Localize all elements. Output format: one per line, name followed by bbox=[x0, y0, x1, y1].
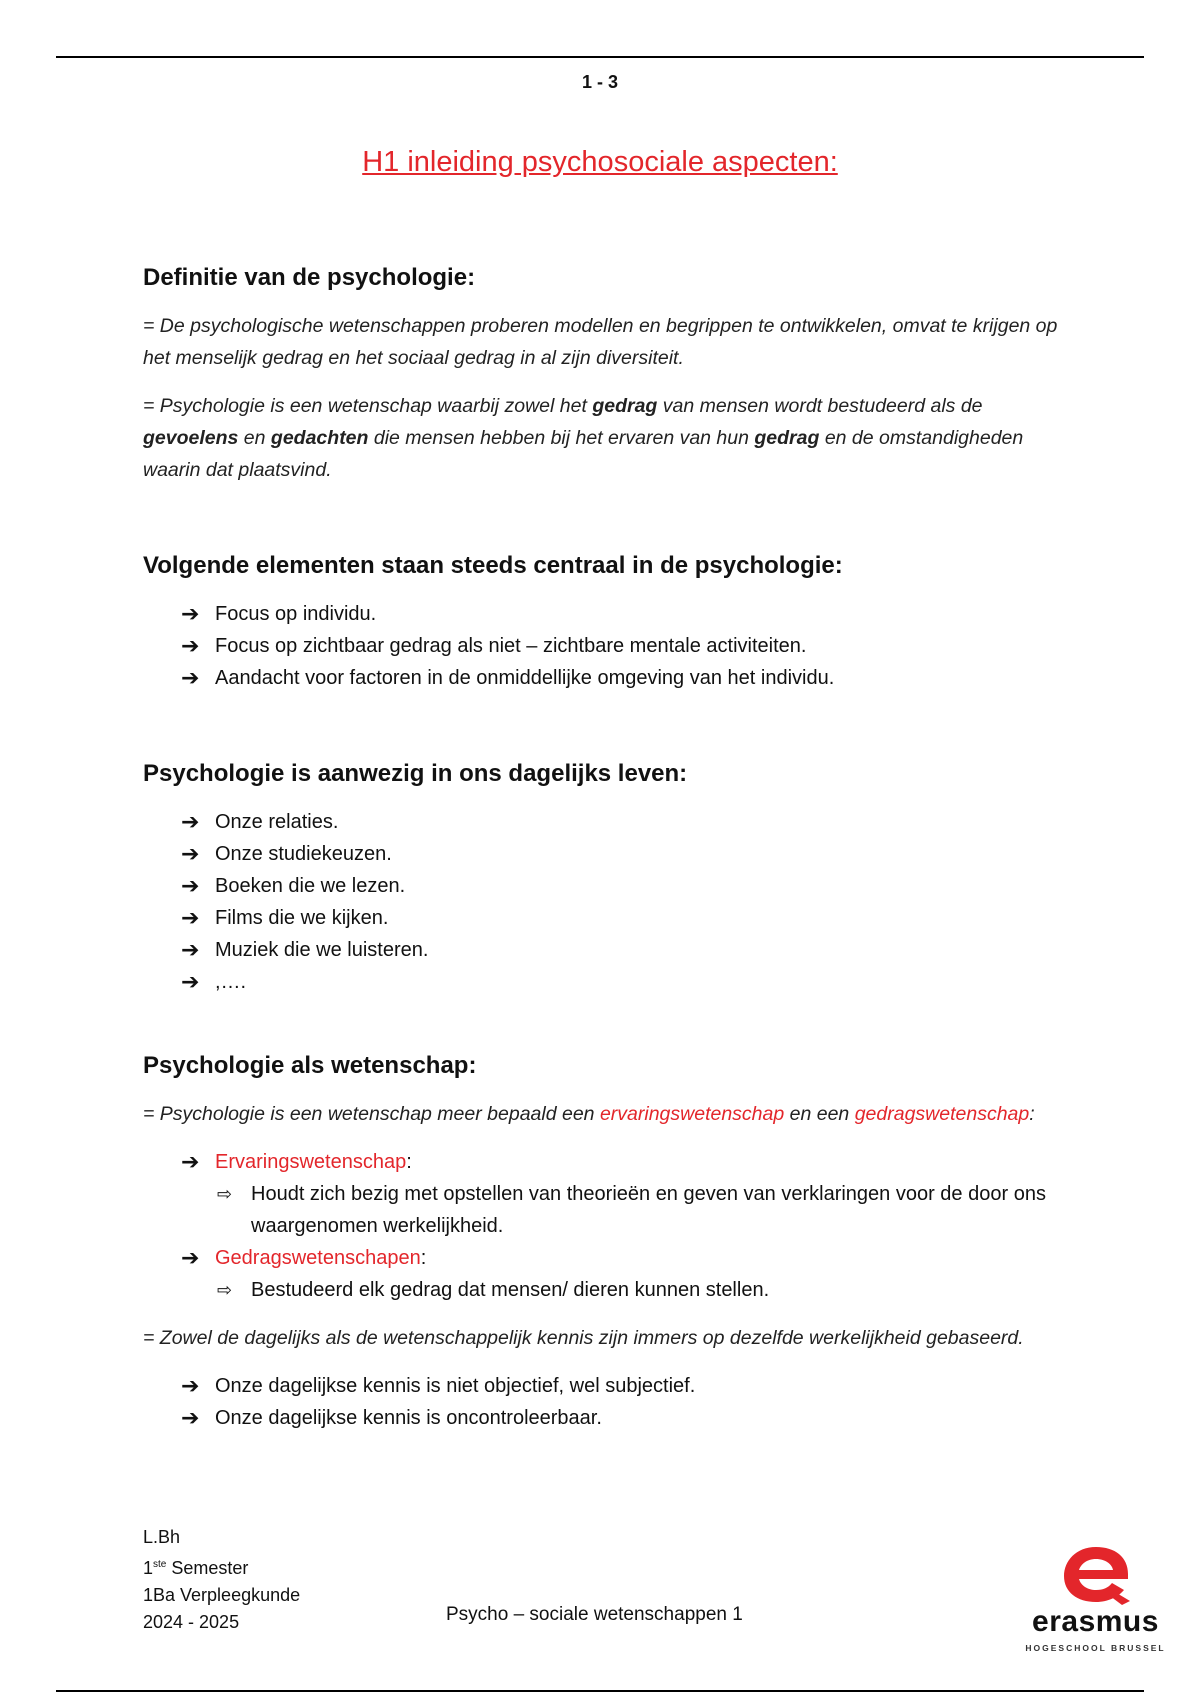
list-item-text: Onze relaties. bbox=[215, 811, 339, 833]
sub-list-item-text: Houdt zich bezig met opstellen van theorieën en geven van verklaringen voor de door ons waargenomen werkelijkheid. bbox=[251, 1183, 1046, 1237]
page-title: H1 inleiding psychosociale aspecten: bbox=[362, 146, 838, 178]
list-item-text: Focus op zichtbaar gedrag als niet – zichtbare mentale activiteiten. bbox=[215, 635, 807, 657]
list-item bbox=[181, 934, 1063, 966]
list-item-text: Muziek die we luisteren. bbox=[215, 939, 429, 961]
arrow-right-icon: ➔ bbox=[181, 905, 200, 930]
list-item bbox=[181, 1370, 1063, 1402]
list-item-suffix: : bbox=[420, 1247, 427, 1269]
footer-info bbox=[143, 1524, 300, 1636]
footer-author: L.Bh bbox=[143, 1527, 181, 1547]
heading-definitie: Definitie van de psychologie: bbox=[143, 264, 476, 291]
arrow-right-icon: ➔ bbox=[181, 873, 200, 898]
text-run: en bbox=[238, 427, 271, 449]
footer-year: 2024 - 2025 bbox=[143, 1612, 240, 1632]
erasmus-e-icon bbox=[1060, 1543, 1132, 1605]
list-item-text: Onze dagelijkse kennis is niet objectief, wel subjectief. bbox=[215, 1375, 696, 1397]
footer-semester bbox=[143, 1551, 300, 1582]
top-rule bbox=[56, 56, 1144, 58]
logo-wordmark: erasmus bbox=[1032, 1605, 1159, 1638]
sub-list-item bbox=[215, 1178, 1063, 1242]
list-item bbox=[181, 662, 1063, 694]
list-item-text: Boeken die we lezen. bbox=[215, 875, 406, 897]
text-run: = Psychologie is een wetenschap meer bepaald een bbox=[143, 1103, 600, 1125]
arrow-right-icon: ➔ bbox=[181, 1149, 200, 1174]
arrow-right-icon: ➔ bbox=[181, 1373, 200, 1398]
arrow-right-icon: ➔ bbox=[181, 601, 200, 626]
logo-subtitle: HOGESCHOOL BRUSSEL bbox=[1025, 1643, 1166, 1653]
list-item-text: Onze studiekeuzen. bbox=[215, 843, 392, 865]
semester-word: Semester bbox=[166, 1558, 249, 1578]
text-run: van mensen wordt bestudeerd als de bbox=[657, 395, 983, 417]
list-item-text: Onze dagelijkse kennis is oncontroleerbaar. bbox=[215, 1407, 602, 1429]
bold-term: gedrag bbox=[754, 427, 820, 449]
list-item-label: Ervaringswetenschap bbox=[215, 1151, 407, 1173]
text-run: = Psychologie is een wetenschap waarbij zowel het bbox=[143, 395, 593, 417]
list-item bbox=[181, 902, 1063, 934]
list-item bbox=[181, 1146, 1063, 1242]
heading-elementen: Volgende elementen staan steeds centraal in de psychologie: bbox=[143, 552, 843, 579]
list-item bbox=[181, 1402, 1063, 1434]
list-item-label: Gedragswetenschapen bbox=[215, 1247, 421, 1269]
list-item bbox=[181, 598, 1063, 630]
list-item-text: ,…. bbox=[215, 971, 247, 993]
document-body bbox=[143, 262, 1063, 1434]
sub-list-item bbox=[215, 1274, 1063, 1306]
dagelijks-list bbox=[143, 806, 1063, 998]
list-item-suffix: : bbox=[406, 1151, 412, 1173]
arrow-right-icon: ➔ bbox=[181, 841, 200, 866]
text-run: : bbox=[1029, 1103, 1035, 1125]
list-item-text: Aandacht voor factoren in de onmiddellijke omgeving van het individu. bbox=[215, 667, 835, 689]
text-run: en de omstandigheden waarin dat plaatsvind. bbox=[143, 427, 1024, 481]
highlight-term: gedragswetenschap bbox=[854, 1103, 1030, 1125]
footer-program: 1Ba Verpleegkunde bbox=[143, 1585, 301, 1605]
highlight-term: ervaringswetenschap bbox=[599, 1103, 785, 1125]
semester-number: 1 bbox=[143, 1558, 154, 1578]
bold-term: gevoelens bbox=[143, 427, 239, 449]
arrow-right-icon: ➔ bbox=[181, 809, 200, 834]
text-run: en een bbox=[784, 1103, 855, 1125]
list-item bbox=[181, 806, 1063, 838]
arrow-right-icon: ➔ bbox=[181, 633, 200, 658]
sub-list bbox=[215, 1274, 1063, 1306]
list-item-text: Focus op individu. bbox=[215, 603, 377, 625]
wetenschap-closing: = Zowel de dagelijks als de wetenschappelijk kennis zijn immers op dezelfde werkelijkheid gebaseerd. bbox=[143, 1327, 1024, 1349]
arrow-right-icon: ➔ bbox=[181, 665, 200, 690]
sub-list bbox=[215, 1178, 1063, 1242]
list-item bbox=[181, 630, 1063, 662]
hollow-arrow-icon: ⇨ bbox=[217, 1280, 233, 1300]
semester-superscript: ste bbox=[153, 1559, 167, 1570]
wetenschap-list bbox=[143, 1146, 1063, 1306]
bottom-rule bbox=[56, 1690, 1144, 1692]
footer-course: Psycho – sociale wetenschappen 1 bbox=[446, 1604, 743, 1625]
arrow-right-icon: ➔ bbox=[181, 937, 200, 962]
arrow-right-icon: ➔ bbox=[181, 1245, 200, 1270]
bold-term: gedachten bbox=[270, 427, 369, 449]
erasmus-logo bbox=[1018, 1543, 1173, 1658]
text-run: die mensen hebben bij het ervaren van hun bbox=[368, 427, 755, 449]
page-number: 1 - 3 bbox=[581, 72, 619, 92]
list-item bbox=[181, 1242, 1063, 1306]
list-item bbox=[181, 838, 1063, 870]
list-item bbox=[181, 966, 1063, 998]
definitie-paragraph-2 bbox=[143, 390, 1063, 486]
definitie-paragraph-1: = De psychologische wetenschappen proberen modellen en begrippen te ontwikkelen, omvat te krijgen op het menselijk gedrag en het sociaal gedrag in al zijn diversiteit. bbox=[143, 315, 1058, 369]
sub-list-item-text: Bestudeerd elk gedrag dat mensen/ dieren kunnen stellen. bbox=[251, 1279, 770, 1301]
arrow-right-icon: ➔ bbox=[181, 969, 200, 994]
arrow-right-icon: ➔ bbox=[181, 1405, 200, 1430]
closing-list bbox=[143, 1370, 1063, 1434]
bold-term: gedrag bbox=[592, 395, 658, 417]
list-item-text: Films die we kijken. bbox=[215, 907, 389, 929]
elementen-list bbox=[143, 598, 1063, 694]
list-item bbox=[181, 870, 1063, 902]
hollow-arrow-icon: ⇨ bbox=[217, 1184, 233, 1204]
heading-dagelijks: Psychologie is aanwezig in ons dagelijks leven: bbox=[143, 760, 688, 787]
wetenschap-intro bbox=[143, 1098, 1063, 1130]
heading-wetenschap: Psychologie als wetenschap: bbox=[143, 1052, 477, 1079]
